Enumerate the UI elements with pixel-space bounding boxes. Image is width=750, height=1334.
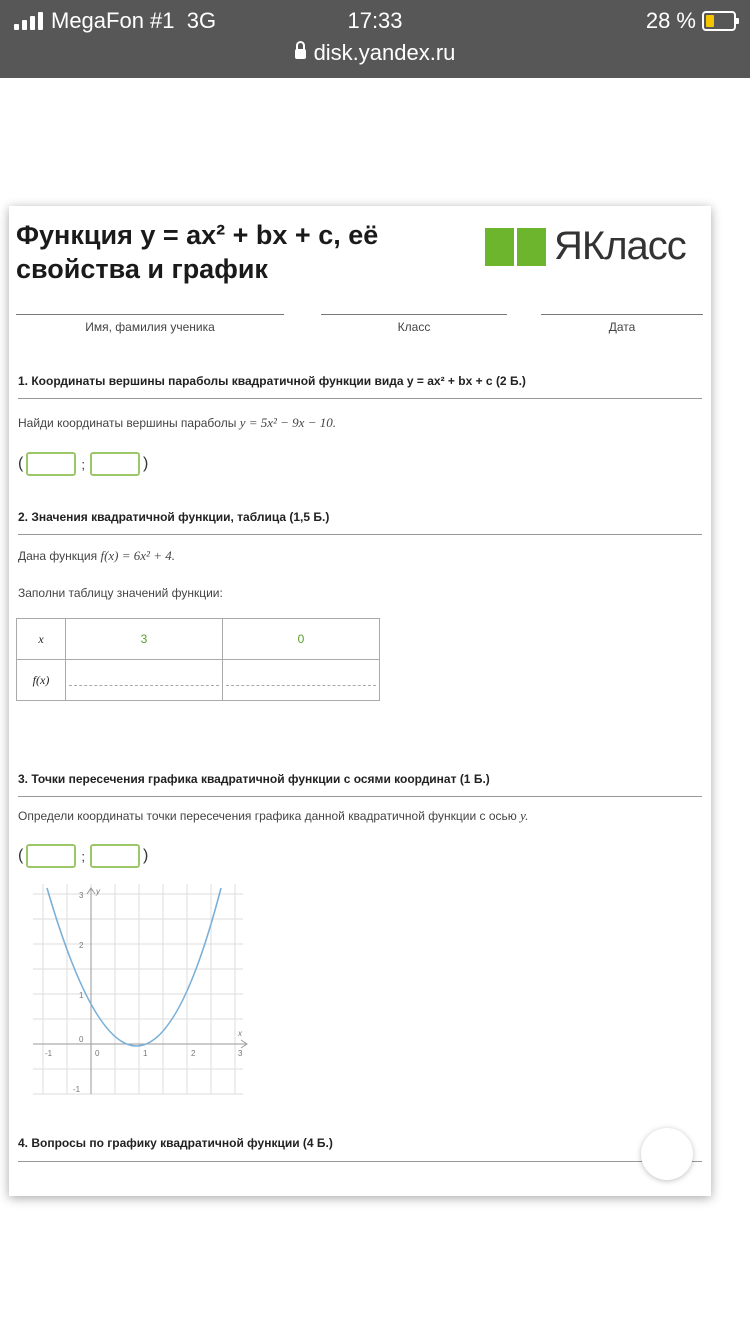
intersection-answer — [18, 844, 148, 868]
axis-name: y. — [520, 808, 529, 823]
network-type: 3G — [186, 8, 217, 33]
open-paren: ( — [18, 455, 24, 472]
section-2-instruction: Заполни таблицу значений функции: — [18, 586, 223, 600]
vertex-answer — [18, 452, 148, 476]
section-2-heading: 2. Значения квадратичной функции, таблица (1,5 Б.) — [18, 510, 330, 524]
fx-input-cell[interactable] — [66, 660, 223, 701]
close-paren: ) — [142, 847, 149, 864]
name-label: Имя, фамилия ученика — [85, 320, 215, 334]
section-4-rule — [18, 1161, 702, 1162]
y-tick: -1 — [73, 1085, 81, 1094]
table-row — [17, 619, 380, 660]
class-label: Класс — [397, 320, 431, 334]
status-bar — [0, 0, 750, 78]
fx-input-cell[interactable] — [223, 660, 380, 701]
separator: ; — [81, 848, 85, 864]
task-text: Найди координаты вершины параболы — [18, 416, 237, 430]
vertex-x-input[interactable] — [26, 452, 76, 476]
y-tick: 0 — [79, 1035, 84, 1044]
logo-text: ЯКласс — [554, 224, 686, 268]
fx-input[interactable] — [226, 671, 376, 686]
address-bar[interactable] — [0, 40, 750, 66]
y-tick: 2 — [79, 941, 84, 950]
close-paren: ) — [142, 455, 149, 472]
y-tick-labels — [73, 891, 84, 1094]
y-tick: 3 — [79, 891, 84, 900]
x-value-cell: 3 — [66, 619, 223, 660]
carrier-name: MegaFon #1 — [51, 8, 175, 33]
x-tick: 3 — [238, 1049, 243, 1058]
name-line — [16, 314, 284, 315]
values-table — [16, 618, 380, 701]
book-icon — [485, 228, 546, 266]
x-tick: 1 — [143, 1049, 148, 1058]
section-1-heading: 1. Координаты вершины параболы квадратичной функции вида y = ax² + bx + c (2 Б.) — [18, 374, 526, 388]
fx-header: f(x) — [17, 660, 66, 701]
y-tick: 1 — [79, 991, 84, 1000]
section-2-task — [18, 548, 175, 564]
open-paren: ( — [18, 847, 24, 864]
y-axis-label: y — [96, 887, 100, 896]
task-text: Дана функция — [18, 549, 98, 563]
document-page — [9, 206, 711, 1196]
x-tick: 2 — [191, 1049, 196, 1058]
task-formula: y = 5x² − 9x − 10. — [239, 415, 336, 430]
point-y-input[interactable] — [90, 844, 140, 868]
section-3-task — [18, 808, 528, 824]
section-1-rule — [18, 398, 702, 399]
section-2-rule — [18, 534, 702, 535]
x-tick-labels — [45, 1049, 243, 1058]
x-value-cell: 0 — [223, 619, 380, 660]
clock: 17:33 — [347, 8, 403, 33]
section-1-task — [18, 415, 336, 431]
section-3-rule — [18, 796, 702, 797]
section-3-heading: 3. Точки пересечения графика квадратичной функции с осями координат (1 Б.) — [18, 772, 490, 786]
x-tick: -1 — [45, 1049, 53, 1058]
point-x-input[interactable] — [26, 844, 76, 868]
grid — [33, 884, 243, 1094]
x-tick: 0 — [95, 1049, 100, 1058]
url-text[interactable]: disk.yandex.ru — [313, 40, 456, 65]
battery-icon — [702, 11, 736, 31]
yaklass-logo — [485, 224, 686, 269]
battery-status — [646, 8, 736, 34]
x-header: x — [17, 619, 66, 660]
task-text: Определи координаты точки пересечения графика данной квадратичной функции с осью — [18, 809, 517, 823]
fx-input[interactable] — [69, 671, 219, 686]
battery-percent: 28 % — [645, 8, 696, 33]
parabola-curve — [47, 888, 221, 1046]
date-label: Дата — [608, 320, 636, 334]
table-row — [17, 660, 380, 701]
task-formula: f(x) = 6x² + 4. — [100, 548, 175, 563]
date-line — [541, 314, 703, 315]
lock-icon — [295, 49, 306, 59]
parabola-graph — [33, 884, 253, 1096]
page-title: Функция y = ax² + bx + c, её свойства и график — [16, 220, 379, 284]
class-line — [321, 314, 507, 315]
x-axis-label: x — [238, 1029, 242, 1038]
floating-scroll-button[interactable] — [641, 1128, 693, 1180]
section-4-heading: 4. Вопросы по графику квадратичной функции (4 Б.) — [18, 1136, 333, 1150]
vertex-y-input[interactable] — [90, 452, 140, 476]
separator: ; — [81, 456, 85, 472]
